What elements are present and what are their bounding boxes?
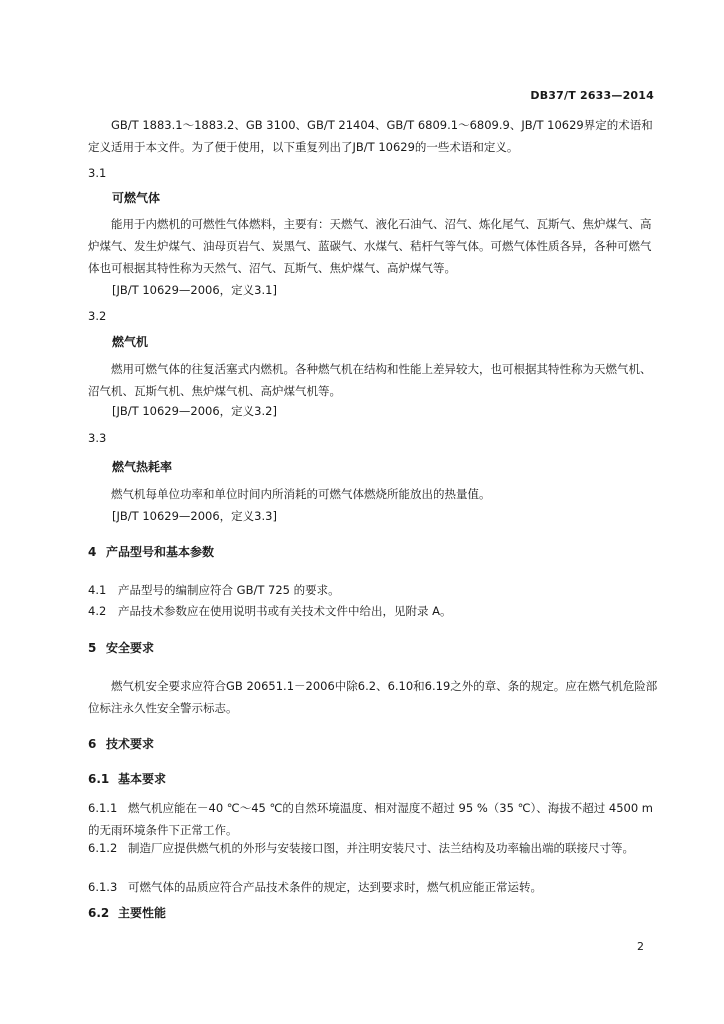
list-item: [88, 876, 658, 898]
term-source: [JB/T 10629—2006，定义3.1]: [112, 283, 277, 297]
item-text: 产品技术参数应在使用说明书或有关技术文件中给出，见附录 A。: [118, 604, 452, 618]
subsection-title: 主要性能: [118, 906, 167, 920]
section-heading: [88, 637, 154, 659]
standard-code: DB37/T 2633—2014: [530, 89, 654, 102]
section-title: 安全要求: [106, 641, 155, 655]
term-definition: 燃用可燃气体的往复活塞式内燃机。各种燃气机在结构和性能上差异较大，也可根据其特性称为天燃气机、沼气机、瓦斯气机、焦炉煤气机、高炉煤气机等。: [88, 362, 652, 398]
section-heading: [88, 541, 214, 563]
term-title: 可燃气体: [112, 191, 161, 205]
item-number: 4.1: [88, 583, 107, 597]
term-number: 3.1: [88, 166, 107, 180]
item-text: 可燃气体的品质应符合产品技术条件的规定，达到要求时，燃气机应能正常运转。: [128, 880, 542, 894]
item-number: 6.1.2: [88, 841, 118, 855]
term-number: 3.3: [88, 431, 107, 445]
subsection-number: 6.1: [88, 772, 110, 786]
item-number: 4.2: [88, 604, 107, 618]
section-paragraph: 燃气机安全要求应符合GB 20651.1－2006中除6.2、6.10和6.19之外的章、条的规定。应在燃气机危险部位标注永久性安全警示标志。: [88, 679, 658, 715]
subsection-title: 基本要求: [118, 772, 167, 786]
subsection-heading: [88, 768, 166, 790]
section-number: 6: [88, 737, 97, 751]
list-item: [88, 579, 658, 601]
term-definition: 能用于内燃机的可燃性气体燃料，主要有：天燃气、液化石油气、沼气、炼化尾气、瓦斯气、焦炉煤气、高炉煤气、发生炉煤气、油母页岩气、炭黑气、蓝碳气、水煤气、秸杆气等气体。可燃气体性质各异，各种可燃气体也可根据其特性称为天然气、沼气、瓦斯气、焦炉煤气、高炉煤气等。: [88, 217, 652, 275]
term-definition: 燃气机每单位功率和单位时间内所消耗的可燃气体燃烧所能放出的热量值。: [111, 487, 491, 501]
list-item: [88, 600, 658, 622]
section-number: 5: [88, 641, 97, 655]
section-number: 4: [88, 545, 97, 559]
item-text: 产品型号的编制应符合 GB/T 725 的要求。: [118, 583, 340, 597]
subsection-number: 6.2: [88, 906, 110, 920]
subsection-heading: [88, 902, 166, 924]
section-title: 产品型号和基本参数: [106, 545, 215, 559]
term-title: 燃气机: [112, 335, 149, 349]
item-text: 燃气机应能在－40 ℃～45 ℃的自然环境温度、相对湿度不超过 95 %（35 ℃）、海拔不超过 4500 m的无雨环境条件下正常工作。: [88, 801, 654, 837]
section-title: 技术要求: [106, 737, 155, 751]
list-item: [88, 837, 658, 859]
intro-paragraph: GB/T 1883.1～1883.2、GB 3100、GB/T 21404、GB/T 6809.1～6809.9、JB/T 10629界定的术语和定义适用于本文件。为了便于使用，以下重复列出了JB/T 10629的一些术语和定义。: [88, 118, 653, 154]
term-source: [JB/T 10629—2006，定义3.3]: [112, 509, 277, 523]
list-item: [88, 797, 658, 841]
item-number: 6.1.3: [88, 880, 118, 894]
item-number: 6.1.1: [88, 801, 118, 815]
page-number: 2: [637, 940, 644, 953]
item-text: 制造厂应提供燃气机的外形与安装接口图，并注明安装尺寸、法兰结构及功率输出端的联接尺寸等。: [128, 841, 634, 855]
term-source: [JB/T 10629—2006，定义3.2]: [112, 404, 277, 418]
term-number: 3.2: [88, 309, 107, 323]
term-title: 燃气热耗率: [112, 460, 173, 474]
section-heading: [88, 733, 154, 755]
